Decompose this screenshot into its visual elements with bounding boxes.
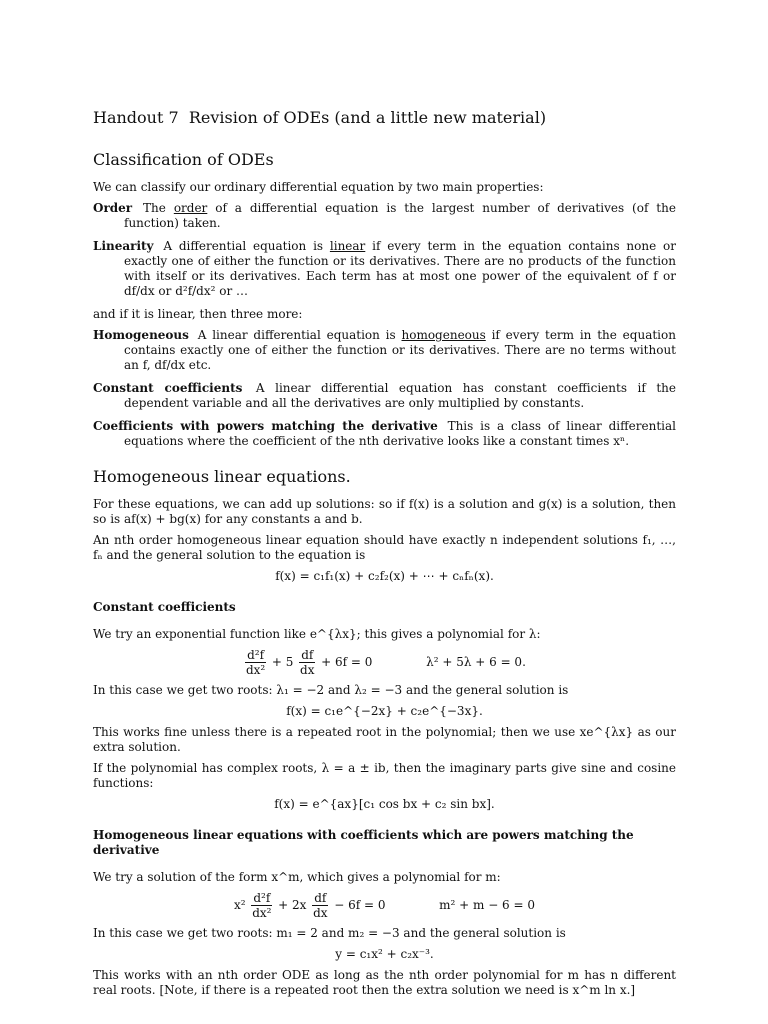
constant-roots: In this case we get two roots: λ₁ = −2 and λ₂ = −3 and the general solution is [93, 683, 569, 697]
equation-term: + 6f = 0 [321, 655, 373, 669]
homogeneous-linear-heading: Homogeneous linear equations. [93, 467, 351, 486]
constant-term: Constant coefficients [93, 381, 243, 395]
constant-coefficients-heading: Constant coefficients [93, 600, 236, 614]
powers-definition [93, 419, 676, 449]
general-solution-equation: f(x) = c₁f₁(x) + c₂f₂(x) + ⋯ + cₙfₙ(x). [275, 569, 494, 583]
first-derivative-fraction [299, 648, 315, 677]
homogeneous-underline: homogeneous [401, 328, 486, 342]
second-derivative-fraction [245, 648, 266, 677]
linearity-text-a: A differential equation is [163, 239, 324, 253]
linearity-underline: linear [329, 239, 366, 253]
exponential-intro: We try an exponential function like e^{λx}; this gives a polynomial for λ: [93, 627, 541, 641]
linearity-term: Linearity [93, 239, 154, 253]
linearity-definition [93, 239, 676, 299]
linear-more: and if it is linear, then three more: [93, 307, 303, 321]
power-roots: In this case we get two roots: m₁ = 2 and m₂ = −3 and the general solution is [93, 926, 566, 940]
second-derivative-fraction [251, 891, 272, 920]
handout-title [93, 108, 676, 128]
equation-term: x² [233, 898, 246, 912]
superposition-paragraph: For these equations, we can add up solutions: so if f(x) is a solution and g(x) is a solution, then so is af(x) + bg(x) for any constants a and b. [93, 497, 676, 526]
characteristic-polynomial: m² + m − 6 = 0 [439, 898, 536, 912]
equation-term: − 6f = 0 [334, 898, 386, 912]
handout-page [93, 108, 676, 1004]
order-term: Order [93, 201, 133, 215]
fraction-numerator: df [314, 891, 327, 905]
order-text-b: of a differential equation is the largest number of derivatives (of the function) taken. [124, 201, 676, 230]
classification-heading: Classification of ODEs [93, 150, 274, 169]
powers-term: Coefficients with powers matching the derivative [93, 419, 438, 433]
constant-text: A linear differential equation has constant coefficients if the dependent variable and all the derivatives are only multiplied by constants. [124, 381, 676, 410]
handout-title-text: Revision of ODEs (and a little new material) [188, 108, 547, 127]
linearity-text-b: if every term in the equation contains none or exactly one of either the function or its derivatives. There are no products of the function with itself or its derivatives. Each term has at most one power of the equivalent of f or df/dx or d²f/dx² or … [124, 239, 676, 298]
power-solution-equation: y = c₁x² + c₂x⁻³. [335, 947, 434, 961]
order-text-a: The [143, 201, 166, 215]
fraction-denominator: dx² [252, 906, 272, 920]
powers-text: This is a class of linear differential equations where the coefficient of the nth derivative looks like a constant times xⁿ. [124, 419, 676, 448]
characteristic-polynomial: λ² + 5λ + 6 = 0. [426, 655, 526, 669]
classification-intro: We can classify our ordinary differential equation by two main properties: [93, 180, 544, 194]
first-derivative-fraction [312, 891, 328, 920]
nth-order-paragraph: An nth order homogeneous linear equation should have exactly n independent solutions f₁, …, fₙ and the general solution to the equation is [93, 533, 676, 562]
constant-solution-equation: f(x) = c₁e^{−2x} + c₂e^{−3x}. [286, 704, 483, 718]
constant-definition [93, 381, 676, 411]
repeated-root-note: This works fine unless there is a repeated root in the polynomial; then we use xe^{λx} as our extra solution. [93, 725, 676, 754]
equation-term: + 2x [278, 898, 307, 912]
fraction-denominator: dx [313, 906, 328, 920]
fraction-denominator: dx² [245, 663, 266, 677]
homogeneous-term: Homogeneous [93, 328, 189, 342]
homogeneous-definition [93, 328, 676, 373]
handout-label: Handout 7 [93, 108, 179, 127]
complex-roots-note: If the polynomial has complex roots, λ = a ± ib, then the imaginary parts give sine and cosine functions: [93, 761, 676, 790]
constant-ode-equation [93, 648, 676, 677]
order-definition [93, 201, 676, 231]
equation-term: + 5 [271, 655, 294, 669]
fraction-numerator: d²f [253, 891, 271, 905]
power-ode-equation [93, 891, 676, 920]
homogeneous-text-a: A linear differential equation is [197, 328, 396, 342]
fraction-numerator: d²f [247, 648, 265, 662]
complex-solution-equation: f(x) = e^{ax}[c₁ cos bx + c₂ sin bx]. [274, 797, 495, 811]
power-coefficients-heading: Homogeneous linear equations with coefficients which are powers matching the derivative [93, 828, 634, 857]
fraction-denominator: dx [300, 663, 315, 677]
power-closing-note: This works with an nth order ODE as long as the nth order polynomial for m has n different real roots. [Note, if there is a repeated root then the extra solution we need is x^m ln x.] [93, 968, 676, 997]
order-underline: order [173, 201, 208, 215]
power-intro: We try a solution of the form x^m, which gives a polynomial for m: [93, 870, 501, 884]
homogeneous-text-b: if every term in the equation contains exactly one of either the function or its derivatives. There are no terms without an f, df/dx etc. [124, 328, 676, 372]
fraction-numerator: df [301, 648, 314, 662]
